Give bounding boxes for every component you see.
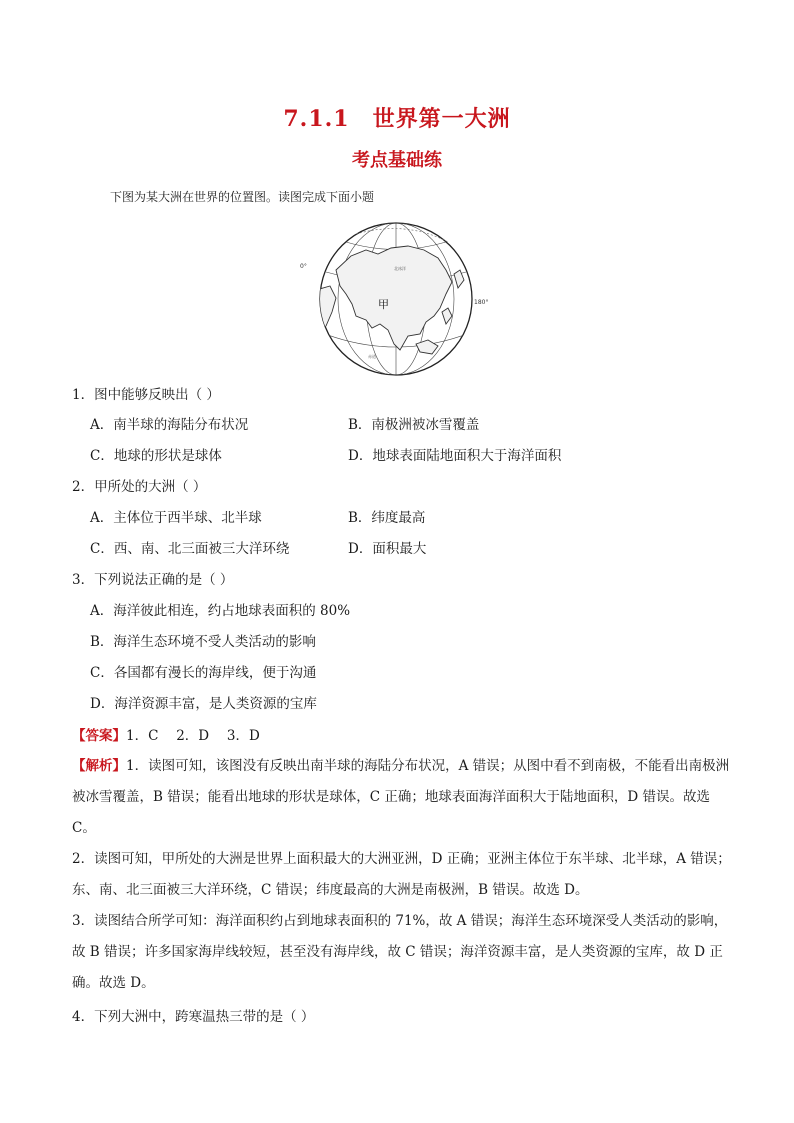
- question-intro: 下图为某大洲在世界的位置图。读图完成下面小题: [110, 190, 375, 204]
- q2-option-d: D．面积最大: [348, 541, 427, 557]
- label-arctic-ocean: 北冰洋: [394, 266, 406, 271]
- q1-option-b: B．南极洲被冰雪覆盖: [348, 417, 480, 433]
- analysis-paragraph-2: 2．读图可知，甲所处的大洲是世界上面积最大的大洲亚洲，D 正确；亚洲主体位于东半球、北半球，A 错误；东、南、北三面被三大洋环绕，C 错误；纬度最高的大洲是南极洲，B 错误。故选 D。: [72, 851, 731, 898]
- page-subtitle: 考点基础练: [352, 150, 442, 171]
- question-3-stem: 3．下列说法正确的是（ ）: [72, 572, 234, 588]
- q3-option-d: D．海洋资源丰富，是人类资源的宝库: [90, 696, 317, 712]
- label-jia: 甲: [378, 298, 389, 311]
- question-1-stem: 1．图中能够反映出（ ）: [72, 387, 220, 403]
- answer-text: 1．C 2．D 3．D: [126, 728, 260, 744]
- q2-option-c: C．西、南、北三面被三大洋环绕: [90, 541, 290, 557]
- analysis-paragraph-3: 3．读图结合所学可知：海洋面积约占到地球表面积的 71%，故 A 错误；海洋生态环境深受人类活动的影响，故 B 错误；许多国家海岸线较短，甚至没有海岸线，故 C 错误；海洋资源丰富，是人类资源的宝库，故 D 正确。故选 D。: [72, 913, 728, 991]
- label-0-deg: 0°: [300, 263, 307, 270]
- answer-tag: 【答案】: [72, 728, 126, 744]
- analysis-tag: 【解析】: [72, 758, 126, 774]
- question-4-stem: 4．下列大洲中，跨寒温热三带的是（ ）: [72, 1009, 315, 1025]
- page-title: 7.1.1 世界第一大洲: [283, 106, 511, 132]
- q1-option-d: D．地球表面陆地面积大于海洋面积: [348, 448, 562, 464]
- analysis-paragraph-1: [72, 751, 732, 844]
- q3-option-b: B．海洋生态环境不受人类活动的影响: [90, 634, 316, 650]
- q2-option-b: B．纬度最高: [348, 510, 426, 526]
- label-180-deg: 180°: [474, 299, 489, 306]
- q1-option-a: A．南半球的海陆分布状况: [90, 417, 249, 433]
- q1-option-c: C．地球的形状是球体: [90, 448, 222, 464]
- question-2-stem: 2．甲所处的大洲（ ）: [72, 479, 207, 495]
- q3-option-c: C．各国都有漫长的海岸线，便于沟通: [90, 665, 317, 681]
- label-equator: 赤道: [368, 354, 376, 359]
- q2-option-a: A．主体位于西半球、北半球: [90, 510, 262, 526]
- answer-line: [72, 726, 260, 746]
- q3-option-a: A．海洋彼此相连，约占地球表面积的 80%: [90, 603, 351, 619]
- globe-map-figure: [296, 212, 496, 382]
- analysis-text-1: 1．读图可知，该图没有反映出南半球的海陆分布状况，A 错误；从图中看不到南极，不能看出南极洲被冰雪覆盖，B 错误；能看出地球的形状是球体，C 正确；地球表面海洋面积大于陆地面积，D 错误。故选 C。: [72, 758, 730, 836]
